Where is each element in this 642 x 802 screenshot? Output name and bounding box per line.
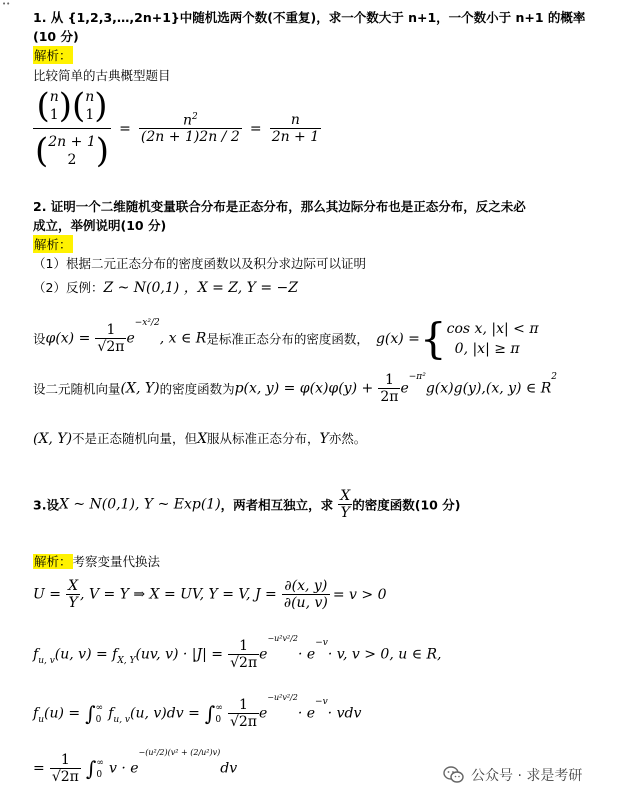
corner-mark: •• <box>2 0 11 8</box>
wechat-icon <box>443 766 465 784</box>
watermark <box>443 765 582 785</box>
q2-line1: （1）根据二元正态分布的密度函数以及积分求边际可以证明 <box>33 256 366 271</box>
q1-title: 1. 从 {1,2,3,…,2n+1}中随机选两个数(不重复)，求一个数大于 n+1，一个数小于 n+1 的概率 <box>33 10 586 25</box>
q3-title: 3.设X ~ N(0,1), Y ~ Exp(1)，两者相互独立，求 $\frac{X}{Y}$ 的密度函数(10 分) <box>33 488 461 521</box>
binom-2n1-2: ( 2n + 1 2 ) <box>35 131 109 171</box>
q1-score: (10 分) <box>33 29 79 44</box>
q2-line2: （2）反例：Z ~ N(0,1) ，X = Z, Y = −Z <box>33 280 299 296</box>
q2-density-line: 设二元随机向量(X, Y)的密度函数为p(x, y) = φ(x)φ(y) + $\frac{1}{2\pi}$ $e^{-\pi^2}g(x)g(y),(x$, y) ∈ $R^2$ <box>33 372 558 405</box>
binom-n-1-a: ( n 1 ) <box>36 86 72 126</box>
q1-analysis-label: 解析： <box>34 48 72 63</box>
q1-fraction-2: $\frac{n^2}{(2n + 1)2n / 2}$ <box>140 111 240 146</box>
q1-fraction-3: $\frac{n}{2n + 1}$ <box>271 112 320 145</box>
q3-analysis-label: 解析： <box>34 554 72 569</box>
q1-description: 比较简单的古典概型题目 <box>33 68 171 83</box>
q2-analysis-label: 解析： <box>34 237 72 252</box>
watermark-text: 公众号 · 求是考研 <box>471 768 583 784</box>
q1-formula: ( n 1 )( n 1 ) ( 2n + 1 2 ) = $\frac{n^2}{(2n + 1)2n / 2}$ = $\frac{n}{2n + 1}$ <box>35 86 320 171</box>
q3-substitution-line: U = $\frac{X}{Y}$ , V = Y ⇒ X = UV, Y = V, J = $\frac{\partial(x, y)}{\partial(u, v)}$ = v > 0 <box>33 578 387 611</box>
q2-title: 2. 证明一个二维随机变量联合分布是正态分布，那么其边际分布也是正态分布，反之未必 <box>33 199 526 214</box>
q2-phi-line: 设φ(x) = $\frac{1}{√2\pi}$ $e^{-x^2/2}$, x ∈ R是标准正态分布的密度函数， g(x) ={ cos x, |x| < π 0, |x| ≥ π <box>33 314 539 363</box>
binom-n-1-b: ( n 1 ) <box>72 86 108 126</box>
q2-title-line2: 成立，举例说明(10 分) <box>33 218 167 233</box>
q3-joint-density: $f_{u, v}(u$, $v) = f_{X, Y}(uv$, v) · |J| = $\frac{1}{√2\pi}$ $e^{-u^2v^2/2}\cdot e^{-v}\cdot v$, v > 0, u ∈ R, <box>33 634 442 671</box>
q3-marginal-density: $f_u(u)$ = ∫ ∞ 0 $f_{u, v}(u$, v)dv = ∫ ∞ 0 $\frac{1}{√2\pi}$ $e^{-u^2v^2/2}\cdot e^{-v}\cdot$ vdv <box>33 693 362 730</box>
q3-final-integral: = $\frac{1}{√2\pi}$ ∫ ∞ 0 $v \cdot e^{-(u^2/2)(v^2 + (2/u^2)v)}dv$ <box>33 748 238 785</box>
q2-conclusion: (X, Y)不是正态随机向量，但X服从标准正态分布，Y亦然。 <box>33 431 367 447</box>
q3-analysis: 解析：考察变量代换法 <box>34 554 161 569</box>
q1-binom-fraction <box>33 86 111 171</box>
